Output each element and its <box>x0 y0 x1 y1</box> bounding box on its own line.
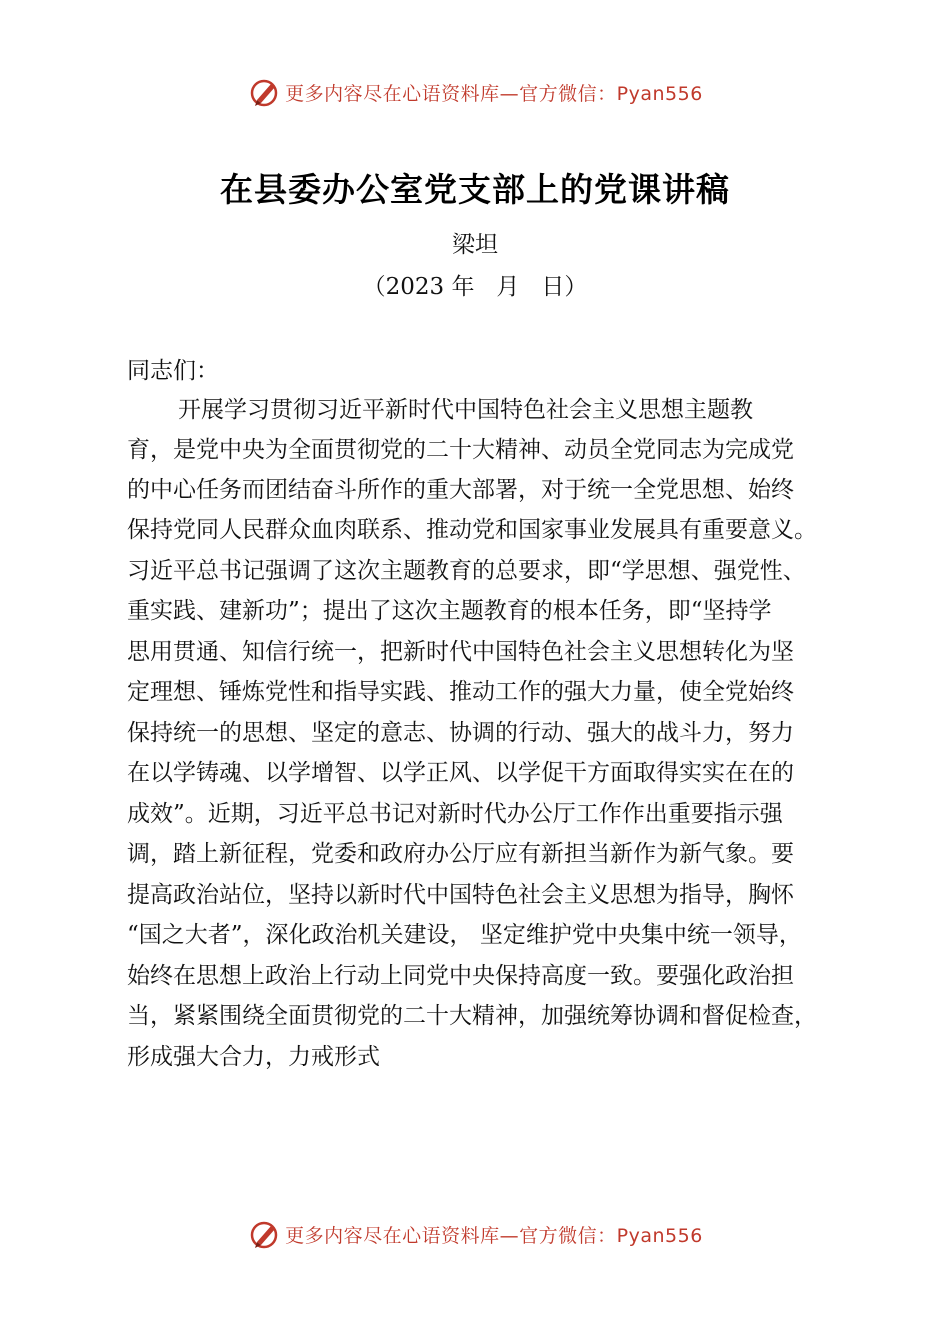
body-line: 习近平总书记强调了这次主题教育的总要求，即“学思想、强党性、 <box>127 558 806 584</box>
body-line: 保持党同人民群众血肉联系、推动党和国家事业发展具有重要意义。 <box>127 517 817 543</box>
body-line: 形成强大合力，力戒形式 <box>127 1044 380 1070</box>
header-banner <box>0 70 950 114</box>
salutation: 同志们： <box>127 358 219 384</box>
banner-text: 更多内容尽在心语资料库—官方微信：Pyan556 <box>285 1224 703 1247</box>
pen-logo-icon <box>247 75 281 109</box>
body-line: 调，踏上新征程，党委和政府办公厅应有新担当新作为新气象。要 <box>127 841 794 867</box>
body-line: 保持统一的思想、坚定的意志、协调的行动、强大的战斗力，努力 <box>127 720 794 746</box>
document-title: 在县委办公室党支部上的党课讲稿 <box>220 170 730 209</box>
document-date: （2023 年 月 日） <box>362 274 588 300</box>
banner-text: 更多内容尽在心语资料库—官方微信：Pyan556 <box>285 82 703 105</box>
body-line: 始终在思想上政治上行动上同党中央保持高度一致。要强化政治担 <box>127 963 794 989</box>
body-line: 育，是党中央为全面贯彻党的二十大精神、动员全党同志为完成党 <box>127 437 794 463</box>
body-line: 提高政治站位，坚持以新时代中国特色社会主义思想为指导，胸怀 <box>127 882 794 908</box>
body-line: 思用贯通、知信行统一，把新时代中国特色社会主义思想转化为坚 <box>127 639 794 665</box>
body-line: 成效”。近期，习近平总书记对新时代办公厅工作作出重要指示强 <box>127 801 783 827</box>
footer-banner <box>0 1212 950 1256</box>
pen-logo-icon <box>247 1217 281 1251</box>
author-name: 梁坦 <box>452 232 498 258</box>
body-line: 的中心任务而团结奋斗所作的重大部署，对于统一全党思想、始终 <box>127 477 794 503</box>
body-line: 在以学铸魂、以学增智、以学正风、以学促干方面取得实实在在的 <box>127 760 794 786</box>
body-line: 当，紧紧围绕全面贯彻党的二十大精神，加强统筹协调和督促检查， <box>127 1003 817 1029</box>
body-line: 开展学习贯彻习近平新时代中国特色社会主义思想主题教 <box>178 397 753 423</box>
body-line: “国之大者”，深化政治机关建设， 坚定维护党中央集中统一领导， <box>127 922 802 948</box>
body-line: 定理想、锤炼党性和指导实践、推动工作的强大力量，使全党始终 <box>127 679 794 705</box>
body-line: 重实践、建新功”；提出了这次主题教育的根本任务，即“坚持学 <box>127 598 772 624</box>
